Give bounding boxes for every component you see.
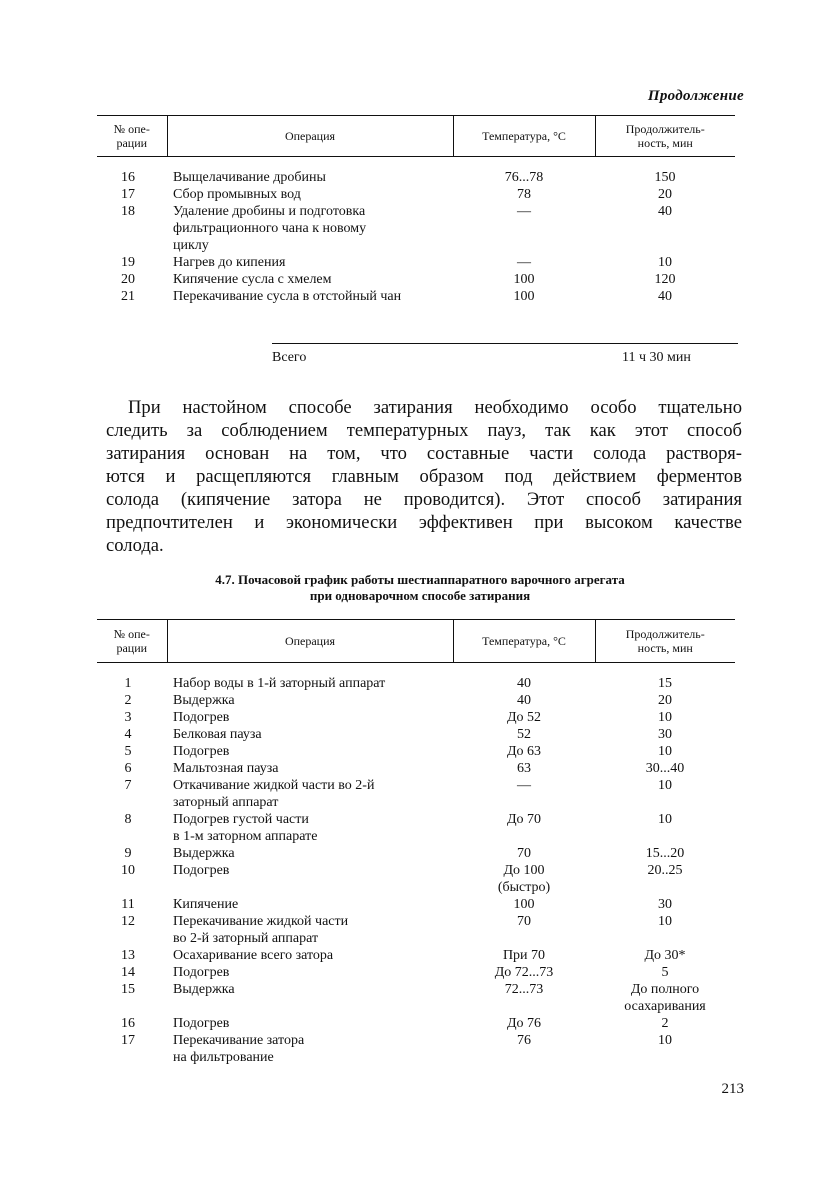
total-divider (272, 343, 738, 344)
operation-number-cell: 7 (124, 778, 132, 793)
table-row (97, 913, 735, 947)
operation-number-cell: 9 (124, 846, 132, 861)
operation-cell: Перекачивание затора на фильтрование (173, 1033, 305, 1065)
table-row (97, 964, 735, 981)
temperature-cell: 76...78 (504, 170, 544, 185)
operation-cell: Белковая пауза (173, 727, 262, 742)
table-row (97, 726, 735, 743)
temperature-cell: До 70 (506, 812, 542, 827)
spacer-cell (97, 157, 735, 170)
duration-cell: 10 (658, 255, 672, 270)
table-row (97, 811, 735, 845)
table-caption (100, 572, 740, 604)
paragraph-line: ются и расщепляются главным образом под действием ферментов (106, 466, 742, 487)
paragraph-line: солода (кипячение затора не проводится). Этот способ затирания (106, 489, 742, 510)
header-operation (167, 116, 453, 157)
operation-cell: Осахаривание всего затора (173, 948, 334, 963)
caption-line-2: при одноварочном способе затирания (309, 588, 531, 603)
operation-cell: Подогрев (173, 863, 230, 878)
header-temperature (453, 116, 595, 157)
temperature-cell: 40 (517, 693, 531, 708)
table-row (97, 169, 735, 186)
operations-table-continued (97, 115, 735, 305)
operation-cell: Сбор промывных вод (173, 187, 301, 202)
table-row (97, 777, 735, 811)
duration-cell: 10 (658, 778, 672, 793)
duration-cell: 10 (658, 744, 672, 759)
operation-cell: Выщелачивание дробины (173, 170, 326, 185)
table-body (97, 663, 735, 1067)
operation-number-cell: 20 (121, 272, 135, 287)
operation-cell: Кипячение сусла с хмелем (173, 272, 332, 287)
operation-cell: Подогрев густой части в 1-м заторном аппарате (173, 812, 318, 844)
duration-cell: 20 (658, 693, 672, 708)
temperature-cell: 78 (517, 187, 531, 202)
header-duration (595, 620, 735, 663)
operation-number-cell: 17 (121, 187, 135, 202)
duration-cell: 10 (658, 710, 672, 725)
operation-cell: Откачивание жидкой части во 2-й заторный аппарат (173, 778, 375, 810)
operation-number-cell: 1 (124, 676, 132, 691)
spacer-cell (97, 663, 735, 676)
temperature-cell: 76 (517, 1033, 531, 1048)
temperature-cell: 63 (517, 761, 531, 776)
operation-number-cell: 16 (121, 170, 135, 185)
temperature-cell: 100 (513, 272, 535, 287)
operation-cell: Выдержка (173, 693, 235, 708)
duration-cell: 10 (658, 914, 672, 929)
header-text: № опе- рации (113, 122, 150, 150)
operation-cell: Подогрев (173, 710, 230, 725)
duration-cell: 15 (658, 676, 672, 691)
table-row (97, 743, 735, 760)
operation-number-cell: 10 (121, 863, 135, 878)
spacer-row (97, 157, 735, 170)
temperature-cell: 70 (517, 846, 531, 861)
operation-cell: Удаление дробины и подготовка фильтрационного чана к новому циклу (173, 204, 367, 253)
total-label: Всего (272, 350, 307, 365)
temperature-cell: 52 (517, 727, 531, 742)
operation-number-cell: 14 (121, 965, 135, 980)
total-value: 11 ч 30 мин (622, 350, 691, 365)
duration-cell: До 30* (644, 948, 686, 963)
operation-cell: Перекачивание жидкой части во 2-й заторный аппарат (173, 914, 349, 946)
duration-cell: До полного осахаривания (624, 982, 706, 1014)
temperature-cell: До 72...73 (494, 965, 554, 980)
operation-number-cell: 11 (121, 897, 135, 912)
operation-number-cell: 3 (124, 710, 132, 725)
operation-number-cell: 19 (121, 255, 135, 270)
table-row (97, 1032, 735, 1066)
table-row (97, 862, 735, 896)
header-operation (167, 620, 453, 663)
temperature-cell: При 70 (502, 948, 546, 963)
operation-number-cell: 21 (121, 289, 135, 304)
duration-cell: 15...20 (645, 846, 685, 861)
temperature-cell: До 76 (506, 1016, 542, 1031)
duration-cell: 30 (658, 727, 672, 742)
header-text: Операция (284, 634, 336, 648)
temperature-cell: 70 (517, 914, 531, 929)
temperature-cell: — (517, 204, 531, 219)
page-number: 213 (721, 1081, 744, 1097)
duration-cell: 120 (654, 272, 676, 287)
temperature-cell: До 100 (быстро) (497, 863, 551, 895)
temperature-cell: 100 (513, 897, 535, 912)
table-row (97, 1015, 735, 1032)
paragraph-line: предпочтителен и экономически эффективен при высоком качестве (106, 512, 742, 533)
header-text: № опе- рации (113, 627, 150, 655)
header-temperature (453, 620, 595, 663)
temperature-cell: До 52 (506, 710, 542, 725)
duration-cell: 10 (658, 812, 672, 827)
operation-number-cell: 4 (124, 727, 132, 742)
operation-number-cell: 17 (121, 1033, 135, 1048)
table-header-row (97, 620, 735, 663)
operation-cell: Кипячение (173, 897, 239, 912)
operation-number-cell: 2 (124, 693, 132, 708)
paragraph-line: затирания основан на том, что составные части солода растворя- (106, 443, 742, 464)
paragraph-line: солода. (106, 535, 164, 556)
header-duration (595, 116, 735, 157)
header-text: Продолжитель- ность, мин (625, 627, 705, 655)
temperature-cell: — (517, 255, 531, 270)
table-row (97, 896, 735, 913)
operation-number-cell: 18 (121, 204, 135, 219)
operation-cell: Выдержка (173, 846, 235, 861)
duration-cell: 5 (661, 965, 669, 980)
table-row (97, 675, 735, 692)
operation-number-cell: 12 (121, 914, 135, 929)
duration-cell: 30 (658, 897, 672, 912)
duration-cell: 40 (658, 204, 672, 219)
header-text: Продолжитель- ность, мин (625, 122, 705, 150)
table-row (97, 288, 735, 305)
table-row (97, 203, 735, 254)
duration-cell: 20..25 (647, 863, 683, 878)
paragraph-line: При настойном способе затирания необходимо особо тщательно (128, 397, 742, 418)
operation-number-cell: 6 (124, 761, 132, 776)
operation-cell: Подогрев (173, 744, 230, 759)
body-paragraph (106, 396, 742, 557)
spacer-row (97, 663, 735, 676)
operation-cell: Набор воды в 1-й заторный аппарат (173, 676, 386, 691)
caption-line-1: 4.7. Почасовой график работы шестиаппаратного варочного агрегата (215, 572, 625, 587)
operation-number-cell: 5 (124, 744, 132, 759)
operation-cell: Нагрев до кипения (173, 255, 286, 270)
table-row (97, 845, 735, 862)
duration-cell: 30...40 (645, 761, 685, 776)
operation-number-cell: 13 (121, 948, 135, 963)
duration-cell: 10 (658, 1033, 672, 1048)
table-row (97, 186, 735, 203)
header-text: Температура, °С (482, 129, 566, 143)
table-row (97, 947, 735, 964)
duration-cell: 40 (658, 289, 672, 304)
header-text: Операция (284, 129, 336, 143)
temperature-cell: 100 (513, 289, 535, 304)
operation-cell: Подогрев (173, 965, 230, 980)
temperature-cell: — (517, 778, 531, 793)
header-operation-number (97, 116, 167, 157)
table-row (97, 981, 735, 1015)
operation-cell: Перекачивание сусла в отстойный чан (173, 289, 402, 304)
temperature-cell: До 63 (506, 744, 542, 759)
operation-cell: Подогрев (173, 1016, 230, 1031)
temperature-cell: 40 (517, 676, 531, 691)
header-operation-number (97, 620, 167, 663)
table-row (97, 692, 735, 709)
continued-label: Продолжение (647, 88, 744, 104)
table-row (97, 271, 735, 288)
paragraph-line: следить за соблюдением температурных пауз, так как этот способ (106, 420, 742, 441)
header-text: Температура, °С (482, 634, 566, 648)
duration-cell: 20 (658, 187, 672, 202)
operation-cell: Мальтозная пауза (173, 761, 279, 776)
duration-cell: 150 (654, 170, 676, 185)
table-header-row (97, 116, 735, 157)
table-row (97, 709, 735, 726)
hourly-schedule-table (97, 619, 735, 1066)
table-row (97, 760, 735, 777)
duration-cell: 2 (661, 1016, 669, 1031)
operation-number-cell: 15 (121, 982, 135, 997)
operation-number-cell: 8 (124, 812, 132, 827)
table-body (97, 157, 735, 306)
operation-number-cell: 16 (121, 1016, 135, 1031)
operation-cell: Выдержка (173, 982, 235, 997)
temperature-cell: 72...73 (504, 982, 544, 997)
table-row (97, 254, 735, 271)
